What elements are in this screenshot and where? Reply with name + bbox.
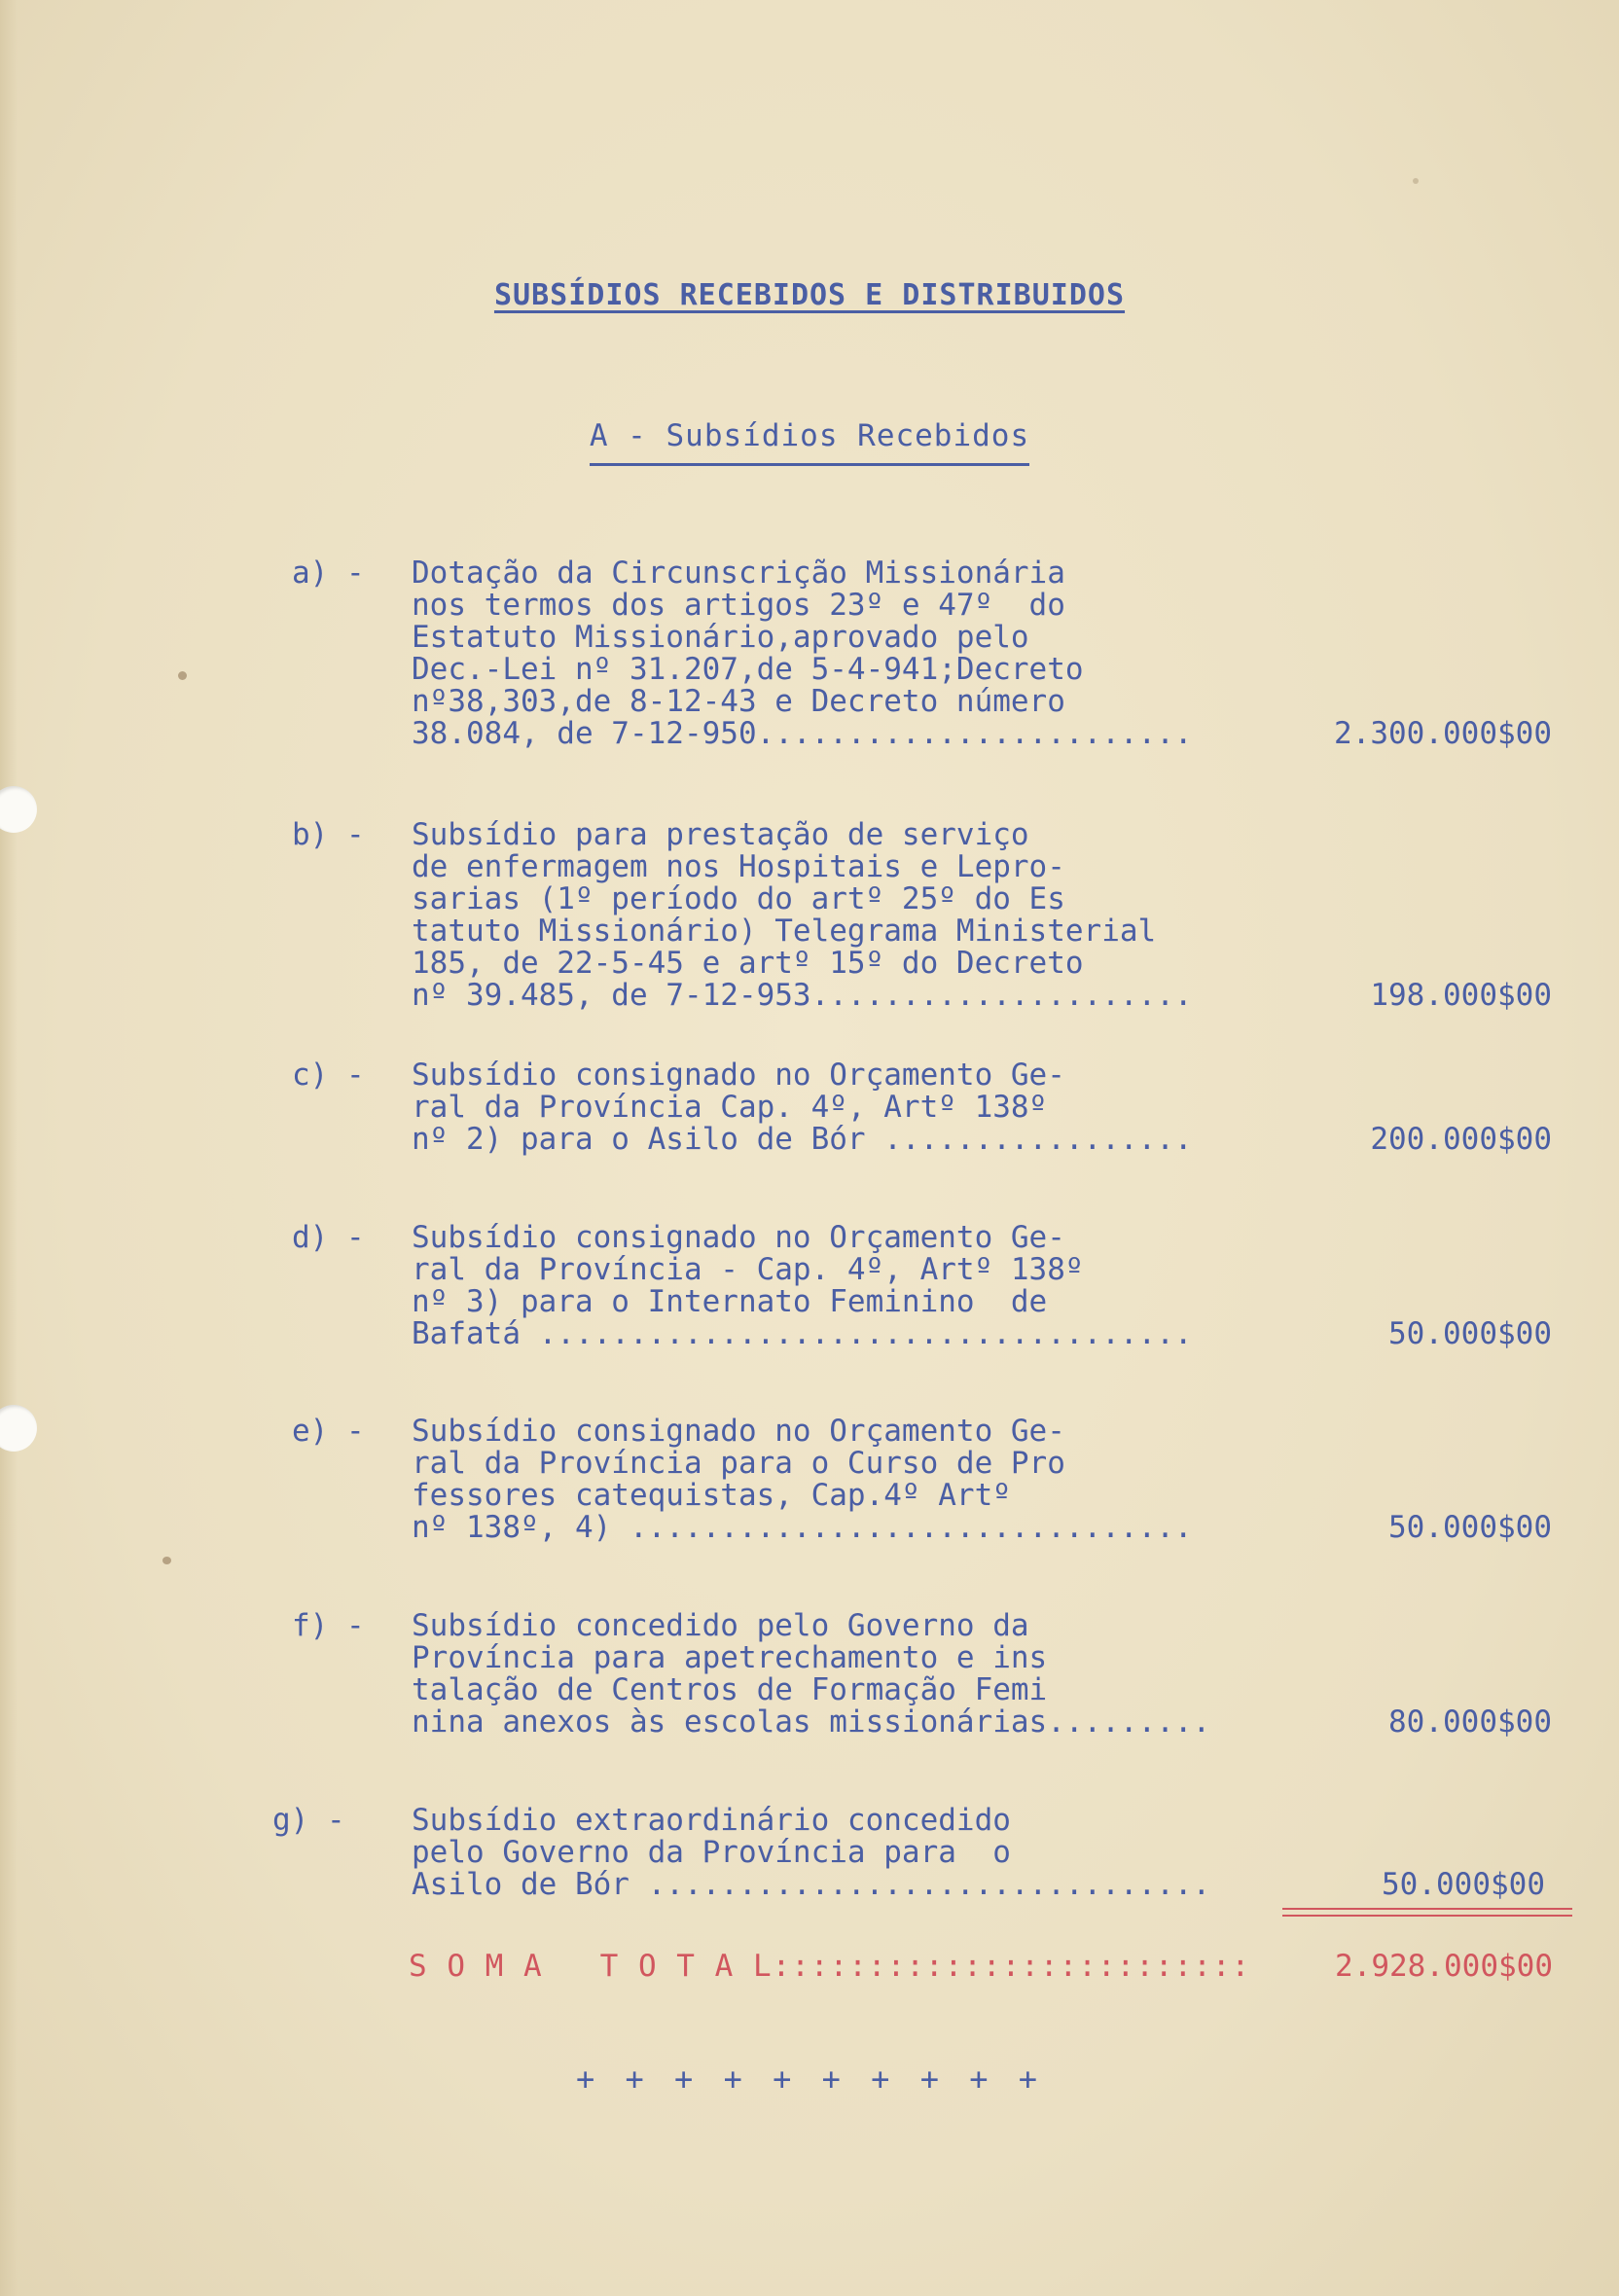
entry-letter: a) - <box>292 556 365 591</box>
punch-hole-bottom <box>0 1405 37 1452</box>
entry-text <box>412 1416 1193 1544</box>
entry-line: ral da Província Cap. 4º, Artº 138º <box>412 1090 1048 1125</box>
entry-letter: e) - <box>292 1414 365 1449</box>
entry-line: Subsídio consignado no Orçamento Ge- <box>412 1220 1065 1255</box>
entry-line: fessores catequistas, Cap.4º Artº <box>412 1478 1011 1513</box>
end-separator: + + + + + + + + + + <box>575 2061 1044 2098</box>
entry-line: Subsídio consignado no Orçamento Ge- <box>412 1058 1065 1093</box>
entry-line: nº 138º, 4) ............................... <box>412 1510 1193 1545</box>
entry-line: Subsídio consignado no Orçamento Ge- <box>412 1414 1065 1449</box>
entry-amount: 50.000$00 <box>1382 1867 1545 1902</box>
entry-amount: 50.000$00 <box>1388 1316 1552 1351</box>
entry-line: nina anexos às escolas missionárias......... <box>412 1704 1211 1740</box>
paper-speck <box>1413 178 1419 184</box>
entry-amount: 198.000$00 <box>1370 978 1552 1013</box>
entry-line: 38.084, de 7-12-950........................ <box>412 716 1193 751</box>
entry-line: tatuto Missionário) Telegrama Ministerial <box>412 914 1157 949</box>
entry-letter: b) - <box>292 817 365 852</box>
section-title-text: A - Subsídios Recebidos <box>590 418 1029 466</box>
entry-line: nº 2) para o Asilo de Bór ................. <box>412 1122 1193 1157</box>
entry-line: talação de Centros de Formação Femi <box>412 1672 1048 1707</box>
entry-line: 185, de 22-5-45 e artº 15º do Decreto <box>412 946 1084 981</box>
entry-line: Província para apetrechamento e ins <box>412 1640 1048 1675</box>
entry-line: Dotação da Circunscrição Missionária <box>412 556 1065 591</box>
entry-line: Estatuto Missionário,aprovado pelo <box>412 620 1029 655</box>
entry-line: sarias (1º período do artº 25º do Es <box>412 881 1065 916</box>
paper-speck <box>162 1557 171 1564</box>
entry-amount: 80.000$00 <box>1388 1704 1552 1740</box>
entry-line: nº 3) para o Internato Feminino de <box>412 1284 1048 1319</box>
entry-text <box>412 819 1193 1012</box>
entry-line: ral da Província para o Curso de Pro <box>412 1446 1065 1481</box>
total-label: S O M A T O T A L::::::::::::::::::::::::: <box>409 1949 1251 1984</box>
entry-line: Subsídio extraordinário concedido <box>412 1803 1011 1838</box>
paper-edge <box>0 0 18 2296</box>
entry-line: de enfermagem nos Hospitais e Lepro- <box>412 849 1065 884</box>
section-title <box>0 418 1619 466</box>
punch-hole-top <box>0 786 37 833</box>
entry-line: Subsídio concedido pelo Governo da <box>412 1608 1029 1643</box>
entry-line: nº38,303,de 8-12-43 e Decreto número <box>412 684 1065 719</box>
entry-line: ral da Província - Cap. 4º, Artº 138º <box>412 1252 1084 1287</box>
total-amount: 2.928.000$00 <box>1335 1949 1553 1984</box>
entry-text <box>412 1610 1210 1739</box>
entry-text <box>412 1222 1193 1350</box>
entry-letter: f) - <box>292 1608 365 1643</box>
entry-line: pelo Governo da Província para o <box>412 1835 1011 1870</box>
sum-rule <box>1282 1908 1572 1917</box>
entry-line: Bafatá .................................... <box>412 1316 1193 1351</box>
entry-letter: g) - <box>272 1803 345 1838</box>
paper-speck <box>178 671 187 680</box>
entry-text <box>412 1059 1193 1156</box>
entry-line: Dec.-Lei nº 31.207,de 5-4-941;Decreto <box>412 652 1084 687</box>
entry-amount: 200.000$00 <box>1370 1122 1552 1157</box>
entry-line: Asilo de Bór ............................... <box>412 1867 1211 1902</box>
entry-letter: c) - <box>292 1058 365 1093</box>
entry-text <box>412 1805 1210 1901</box>
entry-line: nos termos dos artigos 23º e 47º do <box>412 588 1065 623</box>
document-title: SUBSÍDIOS RECEBIDOS E DISTRIBUIDOS <box>493 278 1126 312</box>
entry-text <box>412 557 1193 750</box>
entry-line: nº 39.485, de 7-12-953..................... <box>412 978 1193 1013</box>
entry-letter: d) - <box>292 1220 365 1255</box>
entry-amount: 50.000$00 <box>1388 1510 1552 1545</box>
entry-line: Subsídio para prestação de serviço <box>412 817 1029 852</box>
entry-amount: 2.300.000$00 <box>1334 716 1552 751</box>
